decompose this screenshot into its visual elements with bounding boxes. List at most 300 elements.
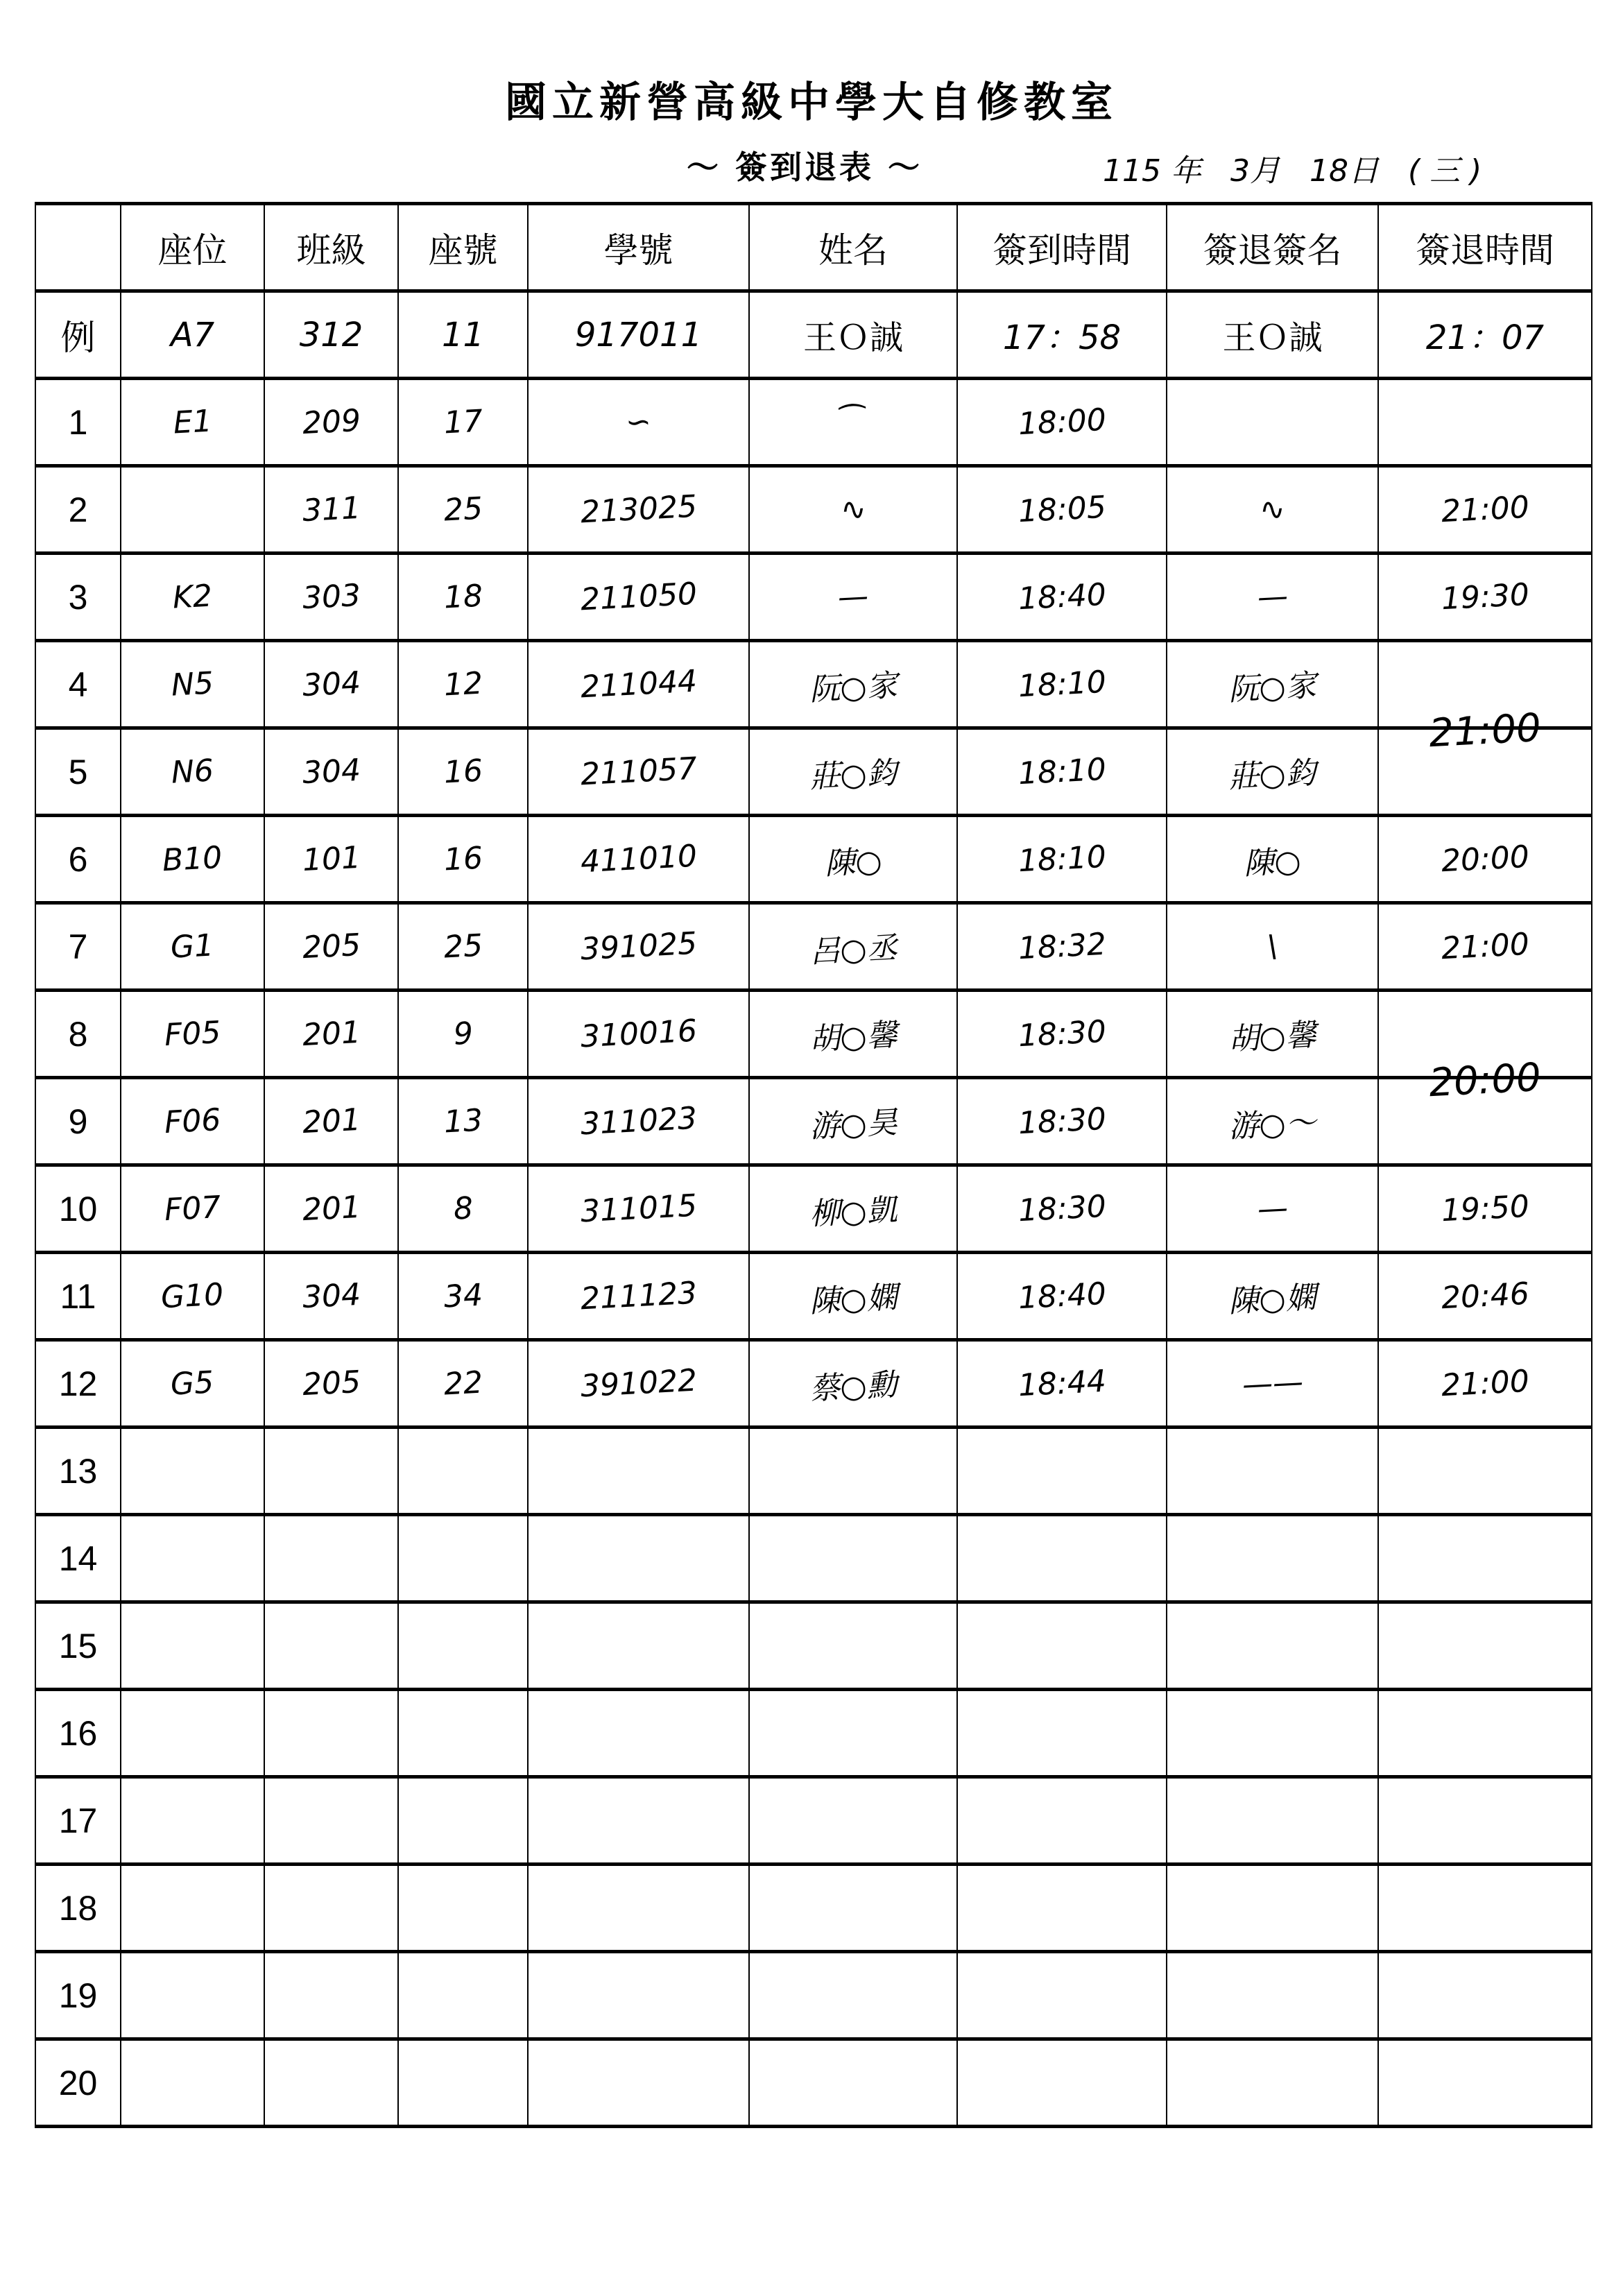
cell-check-out-sign[interactable] bbox=[1167, 1952, 1378, 2039]
handwritten-check-out-time: 21:00 bbox=[1440, 926, 1530, 967]
handwritten-seat: N5 bbox=[170, 665, 215, 703]
handwritten-check-out-time: 20:46 bbox=[1440, 1276, 1530, 1317]
cell-class[interactable] bbox=[264, 1165, 398, 1253]
row-number: 20 bbox=[35, 2039, 121, 2127]
handwritten-check-out-sign: 游○～ bbox=[1228, 1104, 1318, 1145]
cell-student-id[interactable] bbox=[528, 554, 749, 641]
cell-class[interactable] bbox=[264, 1253, 398, 1340]
cell-student-id[interactable] bbox=[528, 1078, 749, 1165]
cell-name[interactable] bbox=[749, 1865, 957, 1952]
cell-name[interactable] bbox=[749, 991, 957, 1078]
cell-check-out-sign[interactable] bbox=[1167, 2039, 1378, 2127]
handwritten-seat-no: 18 bbox=[443, 578, 483, 616]
handwritten-seat: F05 bbox=[163, 1014, 222, 1054]
cell-student-id[interactable] bbox=[528, 379, 749, 466]
handwritten-class: 209 bbox=[301, 402, 361, 442]
handwritten-seat-no: 12 bbox=[443, 665, 483, 703]
handwritten-check-out-sign: — bbox=[1256, 578, 1289, 616]
handwritten-check-out-time: 20:00 bbox=[1440, 839, 1530, 880]
handwritten-name: 阮○家 bbox=[808, 667, 898, 708]
handwritten-check-in-time: 18:32 bbox=[1017, 926, 1107, 967]
handwritten-check-out-sign: \ bbox=[1266, 928, 1279, 965]
row-number: 12 bbox=[35, 1340, 121, 1428]
handwritten-class: 205 bbox=[301, 927, 361, 966]
handwritten-check-in-time: 18:44 bbox=[1017, 1363, 1107, 1404]
table-row bbox=[35, 1952, 1592, 2039]
cell-class[interactable] bbox=[264, 816, 398, 903]
cell-class[interactable] bbox=[264, 991, 398, 1078]
header-row bbox=[35, 204, 1592, 291]
handwritten-student-id: 411010 bbox=[579, 838, 698, 880]
cell-check-out-time[interactable] bbox=[1378, 641, 1592, 757]
handwritten-check-in-time: 18:40 bbox=[1017, 576, 1107, 617]
handwritten-check-out-sign: 莊○鈞 bbox=[1228, 755, 1318, 795]
handwritten-seat: B10 bbox=[162, 839, 223, 879]
cell-check-in-time[interactable] bbox=[957, 903, 1167, 991]
handwritten-check-out-sign: 陳○ bbox=[1243, 843, 1303, 882]
cell-check-out-time[interactable] bbox=[1378, 1340, 1592, 1428]
cell-check-in-time[interactable] bbox=[957, 1165, 1167, 1253]
cell-seat[interactable] bbox=[121, 641, 264, 728]
cell-name[interactable] bbox=[749, 466, 957, 554]
handwritten-student-id: 211057 bbox=[579, 751, 698, 793]
handwritten-name: 游○昊 bbox=[808, 1104, 898, 1145]
cell-class[interactable] bbox=[264, 1865, 398, 1952]
cell-class[interactable] bbox=[264, 1340, 398, 1428]
cell-class[interactable] bbox=[264, 1777, 398, 1865]
table-row bbox=[35, 1078, 1592, 1165]
table-row bbox=[35, 1428, 1592, 1515]
example-check-in: 17：58 bbox=[957, 291, 1167, 379]
cell-seat[interactable] bbox=[121, 2039, 264, 2127]
cell-seat-no[interactable] bbox=[398, 1865, 528, 1952]
table-row bbox=[35, 466, 1592, 554]
handwritten-class: 311 bbox=[301, 490, 361, 529]
cell-check-in-time[interactable] bbox=[957, 379, 1167, 466]
row-number: 7 bbox=[35, 903, 121, 991]
cell-seat-no[interactable] bbox=[398, 1078, 528, 1165]
row-number: 14 bbox=[35, 1515, 121, 1602]
cell-student-id[interactable] bbox=[528, 1428, 749, 1515]
handwritten-check-in-time: 18:10 bbox=[1017, 664, 1107, 705]
column-header-student-id: 學號 bbox=[528, 204, 749, 291]
cell-student-id[interactable] bbox=[528, 1340, 749, 1428]
handwritten-check-in-time: 18:10 bbox=[1017, 839, 1107, 880]
cell-class[interactable] bbox=[264, 2039, 398, 2127]
column-header-check-in-time: 簽到時間 bbox=[957, 204, 1167, 291]
handwritten-check-in-time: 18:00 bbox=[1017, 402, 1107, 443]
cell-check-in-time[interactable] bbox=[957, 991, 1167, 1078]
cell-name[interactable] bbox=[749, 1078, 957, 1165]
row-number: 19 bbox=[35, 1952, 121, 2039]
cell-student-id[interactable] bbox=[528, 991, 749, 1078]
handwritten-seat-no: 16 bbox=[443, 753, 483, 791]
example-seat: A7 bbox=[121, 291, 264, 379]
cell-student-id[interactable] bbox=[528, 1865, 749, 1952]
cell-name[interactable] bbox=[749, 1515, 957, 1602]
handwritten-name: — bbox=[836, 578, 870, 616]
cell-seat-no[interactable] bbox=[398, 2039, 528, 2127]
row-number: 3 bbox=[35, 554, 121, 641]
cell-check-out-sign[interactable] bbox=[1167, 1428, 1378, 1515]
cell-name[interactable] bbox=[749, 2039, 957, 2127]
cell-check-out-time[interactable] bbox=[1378, 1865, 1592, 1952]
cell-check-out-time[interactable] bbox=[1378, 1952, 1592, 2039]
handwritten-check-out-time: 21:00 bbox=[1427, 705, 1543, 757]
cell-seat[interactable] bbox=[121, 1253, 264, 1340]
cell-check-out-sign[interactable] bbox=[1167, 1690, 1378, 1777]
cell-seat-no[interactable] bbox=[398, 379, 528, 466]
handwritten-student-id: 391022 bbox=[579, 1362, 698, 1405]
cell-check-in-time[interactable] bbox=[957, 466, 1167, 554]
cell-check-in-time[interactable] bbox=[957, 641, 1167, 728]
example-name: 王Ｏ誠 bbox=[749, 291, 957, 379]
handwritten-check-out-sign: 胡○馨 bbox=[1228, 1017, 1318, 1057]
cell-name[interactable] bbox=[749, 554, 957, 641]
cell-seat-no[interactable] bbox=[398, 466, 528, 554]
cell-seat[interactable] bbox=[121, 1165, 264, 1253]
cell-class[interactable] bbox=[264, 728, 398, 816]
cell-seat[interactable] bbox=[121, 1602, 264, 1690]
handwritten-seat: F07 bbox=[163, 1189, 222, 1228]
cell-check-out-sign[interactable] bbox=[1167, 1602, 1378, 1690]
cell-seat[interactable] bbox=[121, 466, 264, 554]
cell-seat-no[interactable] bbox=[398, 728, 528, 816]
cell-check-out-time[interactable] bbox=[1378, 1078, 1592, 1165]
handwritten-seat: G5 bbox=[170, 1364, 215, 1403]
cell-student-id[interactable] bbox=[528, 466, 749, 554]
example-class: 312 bbox=[264, 291, 398, 379]
table-row bbox=[35, 816, 1592, 903]
cell-seat[interactable] bbox=[121, 728, 264, 816]
cell-seat[interactable] bbox=[121, 1078, 264, 1165]
table-row bbox=[35, 1865, 1592, 1952]
cell-seat-no[interactable] bbox=[398, 1602, 528, 1690]
handwritten-name: ∿ bbox=[839, 491, 867, 528]
cell-check-out-time[interactable] bbox=[1378, 466, 1592, 554]
column-header-seat-no: 座號 bbox=[398, 204, 528, 291]
handwritten-seat-no: 13 bbox=[443, 1102, 483, 1140]
handwritten-name: 蔡○勳 bbox=[808, 1367, 898, 1407]
cell-check-in-time[interactable] bbox=[957, 554, 1167, 641]
handwritten-class: 205 bbox=[301, 1364, 361, 1403]
cell-seat-no[interactable] bbox=[398, 816, 528, 903]
example-row bbox=[35, 291, 1592, 379]
cell-check-in-time[interactable] bbox=[957, 1602, 1167, 1690]
table-row bbox=[35, 554, 1592, 641]
cell-check-out-sign[interactable] bbox=[1167, 466, 1378, 554]
table-row bbox=[35, 2039, 1592, 2127]
handwritten-seat: K2 bbox=[171, 578, 214, 616]
cell-seat[interactable] bbox=[121, 1340, 264, 1428]
cell-check-out-sign[interactable] bbox=[1167, 1865, 1378, 1952]
cell-name[interactable] bbox=[749, 1165, 957, 1253]
cell-student-id[interactable] bbox=[528, 1165, 749, 1253]
handwritten-name: 莊○鈞 bbox=[808, 755, 898, 795]
handwritten-seat: N6 bbox=[170, 753, 215, 791]
cell-check-out-time[interactable] bbox=[1378, 816, 1592, 903]
handwritten-check-out-sign: —— bbox=[1241, 1364, 1304, 1403]
cell-check-out-sign[interactable] bbox=[1167, 728, 1378, 816]
cell-student-id[interactable] bbox=[528, 1515, 749, 1602]
cell-check-out-sign[interactable] bbox=[1167, 641, 1378, 728]
handwritten-seat-no: 8 bbox=[452, 1190, 474, 1227]
handwritten-name: 呂○丞 bbox=[808, 929, 898, 970]
handwritten-seat: E1 bbox=[172, 403, 213, 441]
cell-name[interactable] bbox=[749, 903, 957, 991]
cell-check-out-time[interactable] bbox=[1378, 1253, 1592, 1340]
cell-check-in-time[interactable] bbox=[957, 1078, 1167, 1165]
cell-seat[interactable] bbox=[121, 1428, 264, 1515]
cell-seat[interactable] bbox=[121, 816, 264, 903]
cell-class[interactable] bbox=[264, 1078, 398, 1165]
handwritten-student-id: ∽ bbox=[624, 404, 653, 440]
cell-name[interactable] bbox=[749, 1253, 957, 1340]
cell-seat-no[interactable] bbox=[398, 991, 528, 1078]
cell-check-in-time[interactable] bbox=[957, 1428, 1167, 1515]
cell-check-in-time[interactable] bbox=[957, 1865, 1167, 1952]
cell-check-out-time[interactable] bbox=[1378, 1690, 1592, 1777]
cell-name[interactable] bbox=[749, 641, 957, 728]
cell-name[interactable] bbox=[749, 1690, 957, 1777]
cell-name[interactable] bbox=[749, 1340, 957, 1428]
form-title: 國立新營高級中學大自修教室 bbox=[505, 78, 1118, 127]
cell-name[interactable] bbox=[749, 728, 957, 816]
cell-student-id[interactable] bbox=[528, 1777, 749, 1865]
handwritten-class: 304 bbox=[301, 752, 361, 791]
cell-check-out-sign[interactable] bbox=[1167, 1165, 1378, 1253]
example-student-id: 917011 bbox=[528, 291, 749, 379]
cell-check-out-sign[interactable] bbox=[1167, 991, 1378, 1078]
cell-student-id[interactable] bbox=[528, 903, 749, 991]
handwritten-check-out-time: 20:00 bbox=[1427, 1054, 1543, 1106]
row-number: 8 bbox=[35, 991, 121, 1078]
cell-class[interactable] bbox=[264, 1952, 398, 2039]
cell-check-in-time[interactable] bbox=[957, 728, 1167, 816]
cell-class[interactable] bbox=[264, 1428, 398, 1515]
cell-seat[interactable] bbox=[121, 1690, 264, 1777]
handwritten-check-out-sign: — bbox=[1256, 1190, 1289, 1228]
handwritten-student-id: 310016 bbox=[579, 1013, 698, 1055]
column-header-check-out-time: 簽退時間 bbox=[1378, 204, 1592, 291]
form-subtitle: ～ 簽到退表 ～ bbox=[687, 148, 923, 186]
cell-student-id[interactable] bbox=[528, 1690, 749, 1777]
column-header-row-number bbox=[35, 204, 121, 291]
handwritten-check-out-sign: ∿ bbox=[1258, 491, 1287, 528]
cell-check-in-time[interactable] bbox=[957, 1952, 1167, 2039]
handwritten-seat-no: 25 bbox=[443, 927, 483, 966]
handwritten-seat-no: 16 bbox=[443, 840, 483, 878]
handwritten-seat: G1 bbox=[170, 927, 215, 966]
handwritten-student-id: 311015 bbox=[579, 1188, 698, 1230]
date-year: 115 年 bbox=[1103, 153, 1201, 189]
cell-check-out-time[interactable] bbox=[1378, 1602, 1592, 1690]
handwritten-class: 201 bbox=[301, 1014, 361, 1054]
form-date bbox=[1103, 146, 1501, 190]
cell-check-out-sign[interactable] bbox=[1167, 554, 1378, 641]
cell-seat-no[interactable] bbox=[398, 1165, 528, 1253]
row-number: 13 bbox=[35, 1428, 121, 1515]
cell-check-out-time[interactable] bbox=[1378, 1165, 1592, 1253]
cell-check-out-time[interactable] bbox=[1378, 728, 1592, 816]
table-row bbox=[35, 641, 1592, 728]
row-number: 1 bbox=[35, 379, 121, 466]
cell-name[interactable] bbox=[749, 816, 957, 903]
cell-student-id[interactable] bbox=[528, 728, 749, 816]
cell-seat[interactable] bbox=[121, 1515, 264, 1602]
table-row bbox=[35, 379, 1592, 466]
cell-student-id[interactable] bbox=[528, 816, 749, 903]
cell-name[interactable] bbox=[749, 1428, 957, 1515]
handwritten-check-in-time: 18:30 bbox=[1017, 1101, 1107, 1142]
table-row bbox=[35, 1165, 1592, 1253]
handwritten-check-in-time: 18:05 bbox=[1017, 489, 1107, 530]
cell-class[interactable] bbox=[264, 1515, 398, 1602]
cell-seat[interactable] bbox=[121, 903, 264, 991]
handwritten-check-in-time: 18:30 bbox=[1017, 1013, 1107, 1054]
cell-student-id[interactable] bbox=[528, 641, 749, 728]
handwritten-name: 胡○馨 bbox=[808, 1017, 898, 1057]
column-header-check-out-sign: 簽退簽名 bbox=[1167, 204, 1378, 291]
table-row bbox=[35, 991, 1592, 1078]
handwritten-student-id: 311023 bbox=[579, 1100, 698, 1142]
cell-check-in-time[interactable] bbox=[957, 1340, 1167, 1428]
cell-seat-no[interactable] bbox=[398, 1690, 528, 1777]
row-number: 2 bbox=[35, 466, 121, 554]
handwritten-seat: G10 bbox=[160, 1276, 225, 1316]
cell-check-out-sign[interactable] bbox=[1167, 1078, 1378, 1165]
cell-check-out-time[interactable] bbox=[1378, 1515, 1592, 1602]
row-number: 18 bbox=[35, 1865, 121, 1952]
cell-check-out-sign[interactable] bbox=[1167, 1340, 1378, 1428]
column-header-seat: 座位 bbox=[121, 204, 264, 291]
handwritten-student-id: 213025 bbox=[579, 488, 698, 531]
handwritten-student-id: 391025 bbox=[579, 925, 698, 968]
handwritten-check-in-time: 18:30 bbox=[1017, 1188, 1107, 1229]
cell-seat[interactable] bbox=[121, 379, 264, 466]
cell-check-out-time[interactable] bbox=[1378, 379, 1592, 466]
cell-seat-no[interactable] bbox=[398, 1253, 528, 1340]
cell-class[interactable] bbox=[264, 554, 398, 641]
cell-name[interactable] bbox=[749, 1952, 957, 2039]
cell-seat-no[interactable] bbox=[398, 1428, 528, 1515]
row-number: 9 bbox=[35, 1078, 121, 1165]
cell-name[interactable] bbox=[749, 1602, 957, 1690]
handwritten-name: 陳○ bbox=[823, 843, 883, 882]
row-number: 11 bbox=[35, 1253, 121, 1340]
row-number: 17 bbox=[35, 1777, 121, 1865]
row-number: 5 bbox=[35, 728, 121, 816]
cell-seat[interactable] bbox=[121, 1865, 264, 1952]
date-month: 3月 bbox=[1230, 153, 1280, 189]
cell-check-out-sign[interactable] bbox=[1167, 1515, 1378, 1602]
cell-class[interactable] bbox=[264, 466, 398, 554]
cell-check-in-time[interactable] bbox=[957, 1253, 1167, 1340]
table-row bbox=[35, 1777, 1592, 1865]
handwritten-name: 柳○凱 bbox=[808, 1192, 898, 1232]
cell-seat-no[interactable] bbox=[398, 1777, 528, 1865]
cell-check-out-sign[interactable] bbox=[1167, 903, 1378, 991]
cell-seat-no[interactable] bbox=[398, 1515, 528, 1602]
table-row bbox=[35, 1340, 1592, 1428]
cell-seat-no[interactable] bbox=[398, 554, 528, 641]
handwritten-class: 304 bbox=[301, 1276, 361, 1316]
handwritten-class: 101 bbox=[301, 839, 361, 879]
handwritten-seat-no: 17 bbox=[443, 403, 483, 441]
cell-class[interactable] bbox=[264, 379, 398, 466]
handwritten-check-out-sign: 陳○嫻 bbox=[1228, 1279, 1318, 1319]
cell-check-in-time[interactable] bbox=[957, 816, 1167, 903]
cell-student-id[interactable] bbox=[528, 2039, 749, 2127]
cell-check-out-sign[interactable] bbox=[1167, 1253, 1378, 1340]
cell-check-out-sign[interactable] bbox=[1167, 379, 1378, 466]
cell-check-out-time[interactable] bbox=[1378, 1777, 1592, 1865]
row-number: 10 bbox=[35, 1165, 121, 1253]
column-header-class: 班級 bbox=[264, 204, 398, 291]
example-label: 例 bbox=[35, 291, 121, 379]
cell-check-out-time[interactable] bbox=[1378, 903, 1592, 991]
handwritten-seat: F06 bbox=[163, 1102, 222, 1141]
handwritten-seat-no: 9 bbox=[452, 1016, 474, 1052]
cell-check-out-time[interactable] bbox=[1378, 991, 1592, 1106]
cell-student-id[interactable] bbox=[528, 1602, 749, 1690]
example-check-out-sign: 王Ｏ誠 bbox=[1167, 291, 1378, 379]
cell-seat-no[interactable] bbox=[398, 641, 528, 728]
cell-check-out-sign[interactable] bbox=[1167, 816, 1378, 903]
cell-seat[interactable] bbox=[121, 554, 264, 641]
handwritten-name: 陳○嫻 bbox=[808, 1279, 898, 1319]
handwritten-class: 201 bbox=[301, 1189, 361, 1228]
cell-name[interactable] bbox=[749, 1777, 957, 1865]
cell-check-in-time[interactable] bbox=[957, 1515, 1167, 1602]
handwritten-class: 304 bbox=[301, 665, 361, 704]
cell-check-in-time[interactable] bbox=[957, 1690, 1167, 1777]
column-header-name: 姓名 bbox=[749, 204, 957, 291]
cell-check-out-time[interactable] bbox=[1378, 554, 1592, 641]
cell-class[interactable] bbox=[264, 1690, 398, 1777]
cell-seat-no[interactable] bbox=[398, 1340, 528, 1428]
handwritten-seat-no: 34 bbox=[443, 1277, 483, 1315]
cell-student-id[interactable] bbox=[528, 1253, 749, 1340]
cell-seat[interactable] bbox=[121, 1777, 264, 1865]
cell-name[interactable] bbox=[749, 379, 957, 466]
handwritten-class: 303 bbox=[301, 577, 361, 617]
handwritten-seat-no: 25 bbox=[443, 490, 483, 529]
handwritten-seat-no: 22 bbox=[443, 1364, 483, 1403]
handwritten-check-out-time: 21:00 bbox=[1440, 489, 1530, 530]
cell-check-out-sign[interactable] bbox=[1167, 1777, 1378, 1865]
cell-check-in-time[interactable] bbox=[957, 2039, 1167, 2127]
cell-class[interactable] bbox=[264, 641, 398, 728]
cell-seat[interactable] bbox=[121, 991, 264, 1078]
handwritten-name: ⁀ bbox=[840, 404, 866, 440]
date-day: 18日 bbox=[1309, 153, 1379, 189]
cell-check-out-time[interactable] bbox=[1378, 1428, 1592, 1515]
cell-seat-no[interactable] bbox=[398, 1952, 528, 2039]
handwritten-check-in-time: 18:10 bbox=[1017, 751, 1107, 792]
table-row bbox=[35, 1253, 1592, 1340]
handwritten-student-id: 211044 bbox=[579, 663, 698, 705]
cell-check-out-time[interactable] bbox=[1378, 2039, 1592, 2127]
cell-check-in-time[interactable] bbox=[957, 1777, 1167, 1865]
cell-class[interactable] bbox=[264, 1602, 398, 1690]
cell-student-id[interactable] bbox=[528, 1952, 749, 2039]
cell-class[interactable] bbox=[264, 903, 398, 991]
row-number: 15 bbox=[35, 1602, 121, 1690]
row-number: 4 bbox=[35, 641, 121, 728]
cell-seat[interactable] bbox=[121, 1952, 264, 2039]
cell-seat-no[interactable] bbox=[398, 903, 528, 991]
